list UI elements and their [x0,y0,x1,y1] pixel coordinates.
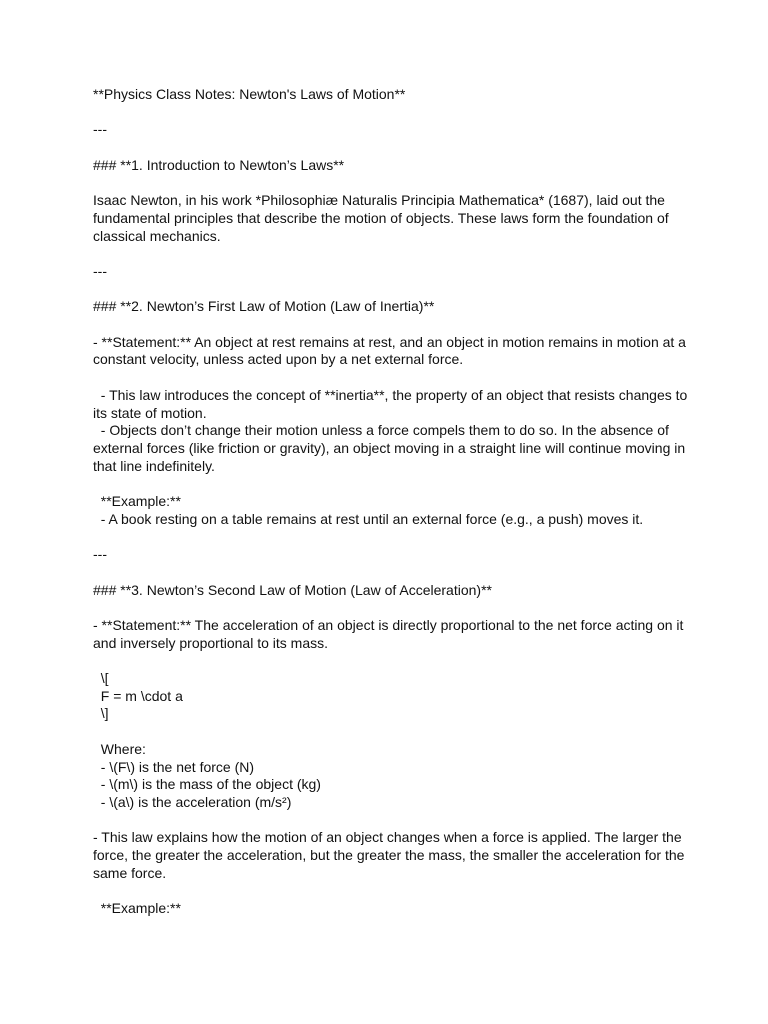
separator: --- [93,262,107,279]
blank-line [93,104,693,122]
list-item: - A book resting on a table remains at rest until an external force (e.g., a push) moves it. [93,510,644,527]
statement: - **Statement:** An object at rest remains at rest, and an object in motion remains in motion at a constant velocity, unless acted upon by a net external force. [93,333,690,368]
statement: - **Statement:** The acceleration of an object is directly proportional to the net force acting on it and inversely proportional to its mass. [93,616,688,651]
list-item: - This law introduces the concept of **inertia**, the property of an object that resists changes to its state of motion. [93,386,692,421]
paragraph: Isaac Newton, in his work *Philosophiæ Naturalis Principia Mathematica* (1687), laid out the fundamental principles that describe the motion of objects. These laws form the foundation of classical mechanics. [93,192,673,244]
list-item: - \(m\) is the mass of the object (kg) [93,776,321,793]
blank-line [93,599,693,617]
blank-line [93,245,693,263]
paragraph: - This law explains how the motion of an object changes when a force is applied. The larger the force, the greater the acceleration, but the greater the mass, the smaller the acceleration for the same force. [93,829,689,881]
blank-line [93,174,693,192]
blank-line [93,564,693,582]
where-label: Where: [93,740,146,757]
blank-line [93,369,693,387]
blank-line [93,281,693,299]
blank-line [93,139,693,157]
document-body [93,86,693,918]
list-item: - Objects don’t change their motion unless a force compels them to do so. In the absence of external forces (like friction or gravity), an object moving in a straight line will continue moving in that line indefinitely. [93,422,690,474]
list-item: - \(a\) is the acceleration (m/s²) [93,793,292,810]
separator: --- [93,546,107,563]
document-title: **Physics Class Notes: Newton's Laws of Motion** [93,86,406,102]
blank-line [93,475,693,493]
blank-line [93,652,693,670]
section-heading: ### **3. Newton’s Second Law of Motion (Law of Acceleration)** [93,581,492,598]
formula-open: \[ [93,670,109,687]
blank-line [93,812,693,830]
example-label: **Example:** [93,900,181,917]
blank-line [93,882,693,900]
example-label: **Example:** [93,493,181,510]
separator: --- [93,121,107,138]
section-heading: ### **1. Introduction to Newton’s Laws** [93,156,345,173]
blank-line [93,723,693,741]
list-item: - \(F\) is the net force (N) [93,758,255,775]
blank-line [93,316,693,334]
formula-close: \] [93,705,109,722]
formula: F = m \cdot a [93,687,183,704]
section-heading: ### **2. Newton’s First Law of Motion (Law of Inertia)** [93,298,435,315]
blank-line [93,528,693,546]
